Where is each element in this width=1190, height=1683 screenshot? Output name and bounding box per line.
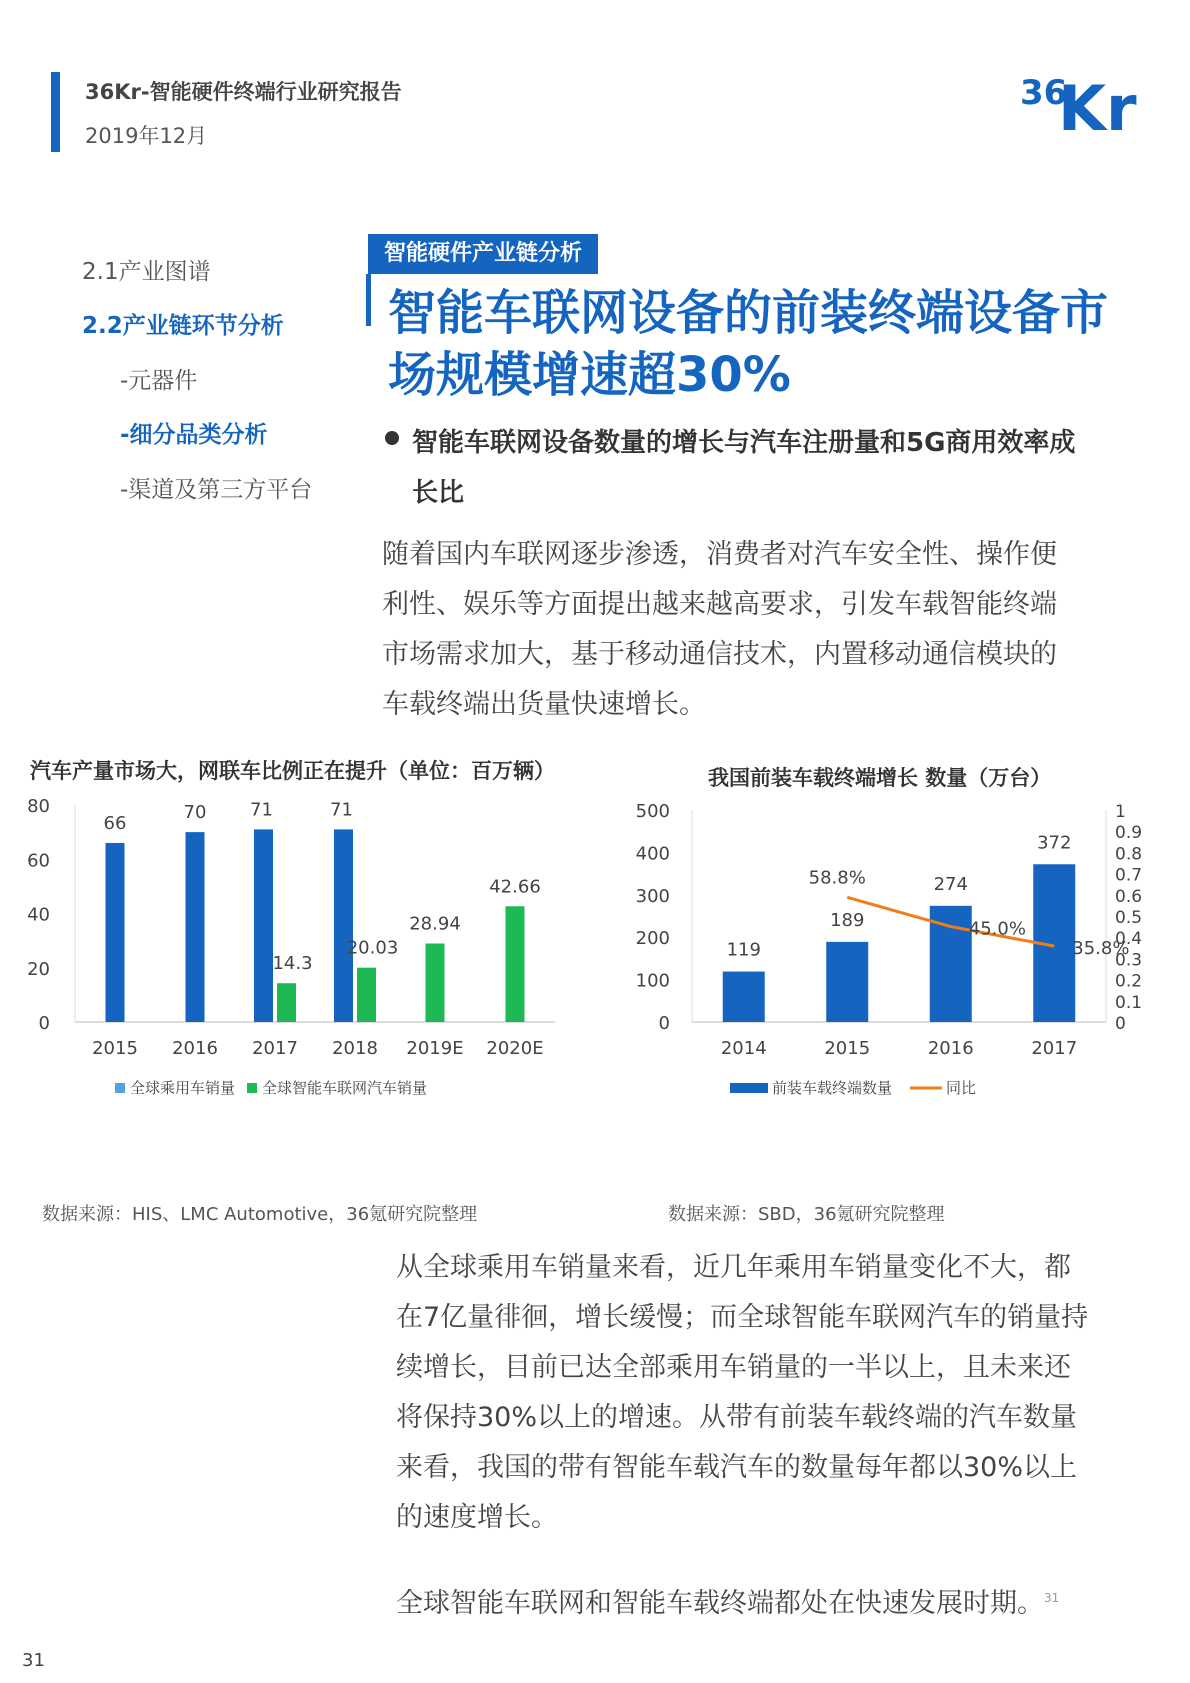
y2-tick-label: 1 — [1115, 802, 1126, 822]
legend-label: 全球智能车联网汽车销量 — [262, 1079, 428, 1097]
nav-item-industry-map[interactable]: 2.1产业图谱 — [82, 259, 211, 285]
x-tick-label: 2017 — [1031, 1038, 1078, 1059]
right-chart-source: 数据来源：SBD，36氪研究院整理 — [668, 1204, 945, 1225]
y-tick-label: 200 — [635, 928, 670, 950]
data-label: 189 — [830, 909, 865, 931]
y2-tick-label: 0 — [1115, 1014, 1126, 1034]
bar — [426, 944, 445, 1022]
inline-page-marker: 31 — [1044, 1591, 1060, 1605]
closing-paragraph — [396, 1573, 1096, 1629]
nav-item-components[interactable]: -元器件 — [120, 368, 198, 394]
y2-tick-label: 0.7 — [1115, 865, 1143, 886]
svg-text:36: 36 — [1020, 73, 1068, 113]
bar — [506, 906, 525, 1022]
bar — [186, 832, 205, 1022]
x-tick-label: 2016 — [172, 1038, 218, 1059]
y2-tick-label: 0.8 — [1115, 844, 1143, 865]
x-tick-label: 2019E — [406, 1038, 464, 1059]
brand-logo — [1020, 70, 1150, 140]
y-tick-label: 0 — [658, 1013, 670, 1034]
line-data-label: 35.8% — [1072, 938, 1130, 960]
bar — [826, 942, 868, 1022]
legend-label: 全球乘用车销量 — [130, 1079, 236, 1097]
y2-tick-label: 0.3 — [1115, 950, 1143, 971]
y-tick-label: 400 — [635, 843, 670, 865]
legend-swatch — [247, 1083, 257, 1093]
data-label: 71 — [330, 799, 353, 821]
y2-tick-label: 0.5 — [1115, 908, 1143, 928]
data-label: 66 — [103, 812, 127, 834]
x-tick-label: 2018 — [332, 1038, 378, 1059]
bullet-icon — [385, 431, 399, 445]
bar — [723, 972, 765, 1022]
title-accent-bar — [366, 274, 371, 326]
y2-tick-label: 0.1 — [1115, 992, 1143, 1013]
line-data-label: 58.8% — [808, 867, 866, 889]
data-label: 274 — [933, 873, 968, 895]
nav-item-category-analysis[interactable]: -细分品类分析 — [120, 422, 268, 448]
nav-item-channels[interactable]: -渠道及第三方平台 — [120, 477, 313, 503]
bar — [106, 843, 125, 1022]
right-combo-chart — [630, 795, 1190, 1180]
y2-tick-label: 0.6 — [1115, 886, 1143, 907]
data-label: 71 — [250, 799, 273, 821]
bar — [334, 829, 353, 1022]
data-label: 20.03 — [346, 937, 399, 959]
line-data-label: 45.0% — [968, 918, 1026, 940]
x-tick-label: 2014 — [720, 1038, 767, 1059]
closing-sentence: 全球智能车联网和智能车载终端都处在快速发展时期。 — [396, 1588, 1044, 1619]
page-number: 31 — [22, 1650, 45, 1671]
y2-tick-label: 0.9 — [1115, 823, 1143, 844]
y-tick-label: 60 — [27, 850, 50, 872]
x-tick-label: 2017 — [252, 1038, 298, 1059]
y-tick-label: 20 — [27, 958, 50, 980]
data-label: 28.94 — [409, 913, 461, 935]
data-label: 70 — [183, 802, 207, 824]
right-chart-title: 我国前装车载终端增长 数量（万台） — [708, 766, 1052, 790]
bullet-subtitle: 智能车联网设备数量的增长与汽车注册量和5G商用效率成长比 — [412, 428, 1076, 508]
legend-swatch — [730, 1083, 768, 1093]
section-tag: 智能硬件产业链分析 — [368, 234, 598, 274]
y-tick-label: 80 — [27, 796, 50, 817]
nav-item-chain-analysis[interactable]: 2.2产业链环节分析 — [82, 313, 284, 339]
x-tick-label: 2016 — [927, 1038, 974, 1059]
legend-swatch — [115, 1083, 125, 1093]
legend-label: 前装车载终端数量 — [772, 1079, 893, 1097]
y2-tick-label: 0.2 — [1115, 971, 1143, 992]
y-tick-label: 0 — [38, 1013, 50, 1034]
data-label: 14.3 — [272, 953, 313, 975]
x-tick-label: 2020E — [486, 1038, 544, 1059]
y2-tick-label: 0.4 — [1115, 929, 1143, 950]
body-paragraph: 从全球乘用车销量来看，近几年乘用车销量变化不大，都在7亿量徘徊，增长缓慢；而全球智能车联网汽车的销量持续增长，目前已达全部乘用车销量的一半以上，且未来还将保持30%以上的增速。从带有前装车载终端的汽车数量来看，我国的带有智能车载汽车的数量每年都以30%以上的速度增长。 — [396, 1252, 1089, 1533]
x-tick-label: 2015 — [92, 1038, 138, 1059]
page-title: 智能车联网设备的前装终端设备市场规模增速超30% — [388, 285, 1109, 403]
left-bar-chart — [20, 795, 600, 1180]
x-tick-label: 2015 — [824, 1038, 871, 1059]
intro-paragraph: 随着国内车联网逐步渗透，消费者对汽车安全性、操作便利性、娱乐等方面提出越来越高要求，引发车载智能终端市场需求加大，基于移动通信技术，内置移动通信模块的车载终端出货量快速增长。 — [382, 539, 1057, 720]
y-tick-label: 500 — [635, 801, 670, 822]
y-tick-label: 300 — [635, 885, 670, 907]
header-accent-bar — [51, 72, 60, 152]
bar — [277, 983, 296, 1022]
data-label: 42.66 — [489, 876, 541, 898]
data-label: 372 — [1037, 832, 1072, 854]
report-title: 36Kr-智能硬件终端行业研究报告 — [85, 80, 402, 104]
left-chart-title: 汽车产量市场大，网联车比例正在提升（单位：百万辆） — [30, 759, 555, 783]
data-label: 119 — [726, 939, 761, 961]
y-tick-label: 40 — [27, 904, 50, 926]
bar — [254, 829, 273, 1022]
left-chart-source: 数据来源：HIS、LMC Automotive，36氪研究院整理 — [42, 1204, 478, 1225]
svg-text:Kr: Kr — [1058, 72, 1137, 140]
legend-label: 同比 — [946, 1079, 977, 1097]
y-tick-label: 100 — [635, 970, 670, 992]
bar — [357, 968, 376, 1022]
report-date: 2019年12月 — [85, 124, 208, 148]
